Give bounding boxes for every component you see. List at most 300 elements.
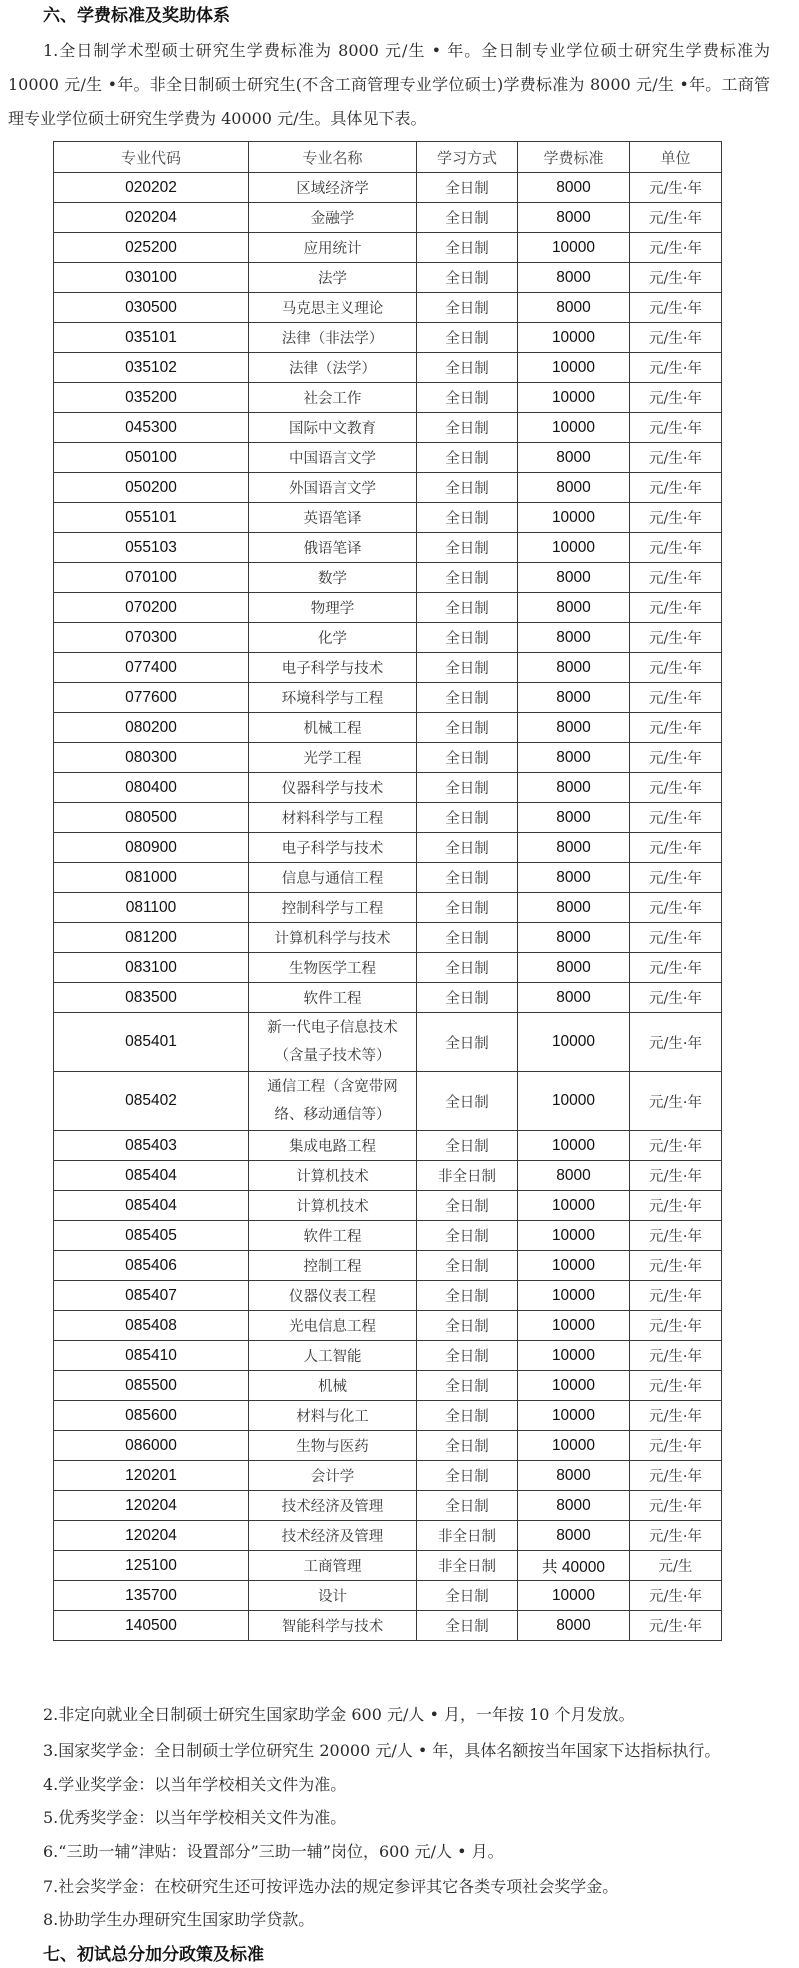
table-row — [54, 1431, 722, 1461]
table-row — [54, 1461, 722, 1491]
table-row — [54, 353, 722, 383]
cell-code: 055103 — [54, 533, 249, 563]
cell-code: 085408 — [54, 1311, 249, 1341]
item-2: 2.非定向就业全日制硕士研究生国家助学金 600 元/人 • 月，一年按 10 个月发放。 — [43, 1705, 635, 1724]
cell-name: 环境科学与工程 — [249, 683, 417, 713]
table-row — [54, 653, 722, 683]
cell-mode: 全日制 — [417, 1341, 518, 1371]
table-row — [54, 533, 722, 563]
table-row — [54, 1371, 722, 1401]
cell-unit: 元/生·年 — [630, 413, 722, 443]
cell-code: 077600 — [54, 683, 249, 713]
cell-name: 光电信息工程 — [249, 1311, 417, 1341]
cell-code: 077400 — [54, 653, 249, 683]
cell-name: 控制工程 — [249, 1251, 417, 1281]
fee-table-body — [54, 173, 722, 1641]
cell-code: 025200 — [54, 233, 249, 263]
cell-unit: 元/生·年 — [630, 473, 722, 503]
cell-code: 080500 — [54, 803, 249, 833]
cell-mode: 全日制 — [417, 1013, 518, 1072]
cell-name: 软件工程 — [249, 1221, 417, 1251]
cell-fee: 10000 — [518, 1341, 630, 1371]
fee-intro-paragraph: 1.全日制学术型硕士研究生学费标准为 8000 元/生 • 年。全日制专业学位硕士研究生学费标准为 10000 元/生 •年。非全日制硕士研究生(不含工商管理专业学位硕士)学费标准为 8000 元/生 •年。工商管理专业学位硕士研究生学费为 40000 元/生。具体见下表。 — [8, 41, 770, 128]
table-row — [54, 383, 722, 413]
cell-fee: 8000 — [518, 1521, 630, 1551]
cell-mode: 全日制 — [417, 803, 518, 833]
cell-fee: 8000 — [518, 203, 630, 233]
cell-name: 生物与医药 — [249, 1431, 417, 1461]
cell-unit: 元/生·年 — [630, 1461, 722, 1491]
cell-mode: 全日制 — [417, 1371, 518, 1401]
cell-mode: 全日制 — [417, 1491, 518, 1521]
cell-name: 电子科学与技术 — [249, 653, 417, 683]
fee-table — [53, 141, 722, 1641]
cell-unit: 元/生·年 — [630, 533, 722, 563]
cell-code: 085406 — [54, 1251, 249, 1281]
cell-mode: 全日制 — [417, 173, 518, 203]
cell-fee: 10000 — [518, 1581, 630, 1611]
cell-mode: 全日制 — [417, 443, 518, 473]
cell-name: 集成电路工程 — [249, 1131, 417, 1161]
cell-mode: 全日制 — [417, 833, 518, 863]
table-row — [54, 1251, 722, 1281]
table-row — [54, 1401, 722, 1431]
cell-code: 083100 — [54, 953, 249, 983]
cell-mode: 全日制 — [417, 383, 518, 413]
cell-name: 仪器仪表工程 — [249, 1281, 417, 1311]
cell-unit: 元/生·年 — [630, 983, 722, 1013]
cell-unit: 元/生·年 — [630, 833, 722, 863]
table-row — [54, 1581, 722, 1611]
cell-fee: 10000 — [518, 1371, 630, 1401]
cell-mode: 全日制 — [417, 1281, 518, 1311]
cell-unit: 元/生·年 — [630, 1281, 722, 1311]
cell-code: 045300 — [54, 413, 249, 443]
cell-name: 技术经济及管理 — [249, 1491, 417, 1521]
cell-name: 机械工程 — [249, 713, 417, 743]
table-row — [54, 743, 722, 773]
cell-mode: 非全日制 — [417, 1551, 518, 1581]
cell-fee: 8000 — [518, 1461, 630, 1491]
table-row — [54, 1281, 722, 1311]
cell-mode: 全日制 — [417, 1311, 518, 1341]
cell-unit: 元/生 — [630, 1551, 722, 1581]
table-row — [54, 263, 722, 293]
cell-mode: 全日制 — [417, 473, 518, 503]
cell-unit: 元/生·年 — [630, 383, 722, 413]
cell-fee: 10000 — [518, 233, 630, 263]
table-row — [54, 773, 722, 803]
cell-code: 081100 — [54, 893, 249, 923]
item-3: 3.国家奖学金：全日制硕士学位研究生 20000 元/人 • 年，具体名额按当年国家下达指标执行。 — [43, 1741, 721, 1760]
cell-code: 140500 — [54, 1611, 249, 1641]
table-row — [54, 1611, 722, 1641]
table-row — [54, 923, 722, 953]
cell-code: 050200 — [54, 473, 249, 503]
table-row — [54, 1551, 722, 1581]
cell-unit: 元/生·年 — [630, 323, 722, 353]
cell-name: 中国语言文学 — [249, 443, 417, 473]
cell-mode: 全日制 — [417, 953, 518, 983]
cell-code: 085403 — [54, 1131, 249, 1161]
table-row — [54, 1131, 722, 1161]
cell-mode: 全日制 — [417, 863, 518, 893]
cell-fee: 8000 — [518, 923, 630, 953]
cell-fee: 8000 — [518, 863, 630, 893]
cell-unit: 元/生·年 — [630, 1341, 722, 1371]
table-row — [54, 233, 722, 263]
cell-code: 050100 — [54, 443, 249, 473]
cell-name: 会计学 — [249, 1461, 417, 1491]
cell-code: 070100 — [54, 563, 249, 593]
section-6-title: 六、学费标准及奖助体系 — [43, 6, 230, 26]
item-4: 4.学业奖学金：以当年学校相关文件为准。 — [43, 1775, 347, 1794]
cell-mode: 全日制 — [417, 1401, 518, 1431]
cell-code: 081200 — [54, 923, 249, 953]
cell-fee: 8000 — [518, 293, 630, 323]
table-row — [54, 503, 722, 533]
table-row — [54, 953, 722, 983]
cell-mode: 全日制 — [417, 1461, 518, 1491]
item-6: 6.“三助一辅”津贴：设置部分”三助一辅”岗位，600 元/人 • 月。 — [43, 1842, 504, 1861]
cell-mode: 全日制 — [417, 1072, 518, 1131]
cell-fee: 10000 — [518, 1221, 630, 1251]
cell-mode: 全日制 — [417, 353, 518, 383]
cell-code: 030500 — [54, 293, 249, 323]
header-fee: 学费标准 — [518, 142, 630, 173]
cell-code: 085402 — [54, 1072, 249, 1131]
cell-fee: 8000 — [518, 263, 630, 293]
cell-mode: 全日制 — [417, 413, 518, 443]
cell-unit: 元/生·年 — [630, 743, 722, 773]
section-7-title: 七、初试总分加分政策及标准 — [43, 1945, 264, 1965]
cell-fee: 8000 — [518, 803, 630, 833]
cell-name: 英语笔译 — [249, 503, 417, 533]
cell-name: 材料科学与工程 — [249, 803, 417, 833]
cell-fee: 8000 — [518, 1491, 630, 1521]
cell-unit: 元/生·年 — [630, 173, 722, 203]
table-row — [54, 563, 722, 593]
cell-name: 材料与化工 — [249, 1401, 417, 1431]
cell-mode: 全日制 — [417, 1191, 518, 1221]
cell-name: 金融学 — [249, 203, 417, 233]
table-row — [54, 593, 722, 623]
cell-fee: 10000 — [518, 1251, 630, 1281]
cell-fee: 8000 — [518, 593, 630, 623]
header-name: 专业名称 — [249, 142, 417, 173]
cell-name: 俄语笔译 — [249, 533, 417, 563]
table-row — [54, 1521, 722, 1551]
cell-mode: 全日制 — [417, 623, 518, 653]
cell-name: 机械 — [249, 1371, 417, 1401]
table-row — [54, 173, 722, 203]
cell-fee: 8000 — [518, 623, 630, 653]
cell-name: 技术经济及管理 — [249, 1521, 417, 1551]
cell-name: 人工智能 — [249, 1341, 417, 1371]
cell-unit: 元/生·年 — [630, 293, 722, 323]
cell-unit: 元/生·年 — [630, 713, 722, 743]
cell-unit: 元/生·年 — [630, 1431, 722, 1461]
cell-unit: 元/生·年 — [630, 1161, 722, 1191]
table-row — [54, 983, 722, 1013]
cell-name: 数学 — [249, 563, 417, 593]
cell-unit: 元/生·年 — [630, 233, 722, 263]
cell-code: 035101 — [54, 323, 249, 353]
cell-code: 085500 — [54, 1371, 249, 1401]
cell-fee: 10000 — [518, 1131, 630, 1161]
table-row — [54, 833, 722, 863]
cell-fee: 8000 — [518, 443, 630, 473]
cell-unit: 元/生·年 — [630, 593, 722, 623]
cell-fee: 10000 — [518, 1281, 630, 1311]
cell-mode: 全日制 — [417, 713, 518, 743]
cell-unit: 元/生·年 — [630, 863, 722, 893]
cell-unit: 元/生·年 — [630, 1072, 722, 1131]
cell-fee: 8000 — [518, 953, 630, 983]
cell-name: 国际中文教育 — [249, 413, 417, 443]
cell-fee: 10000 — [518, 1191, 630, 1221]
table-row — [54, 713, 722, 743]
table-row — [54, 293, 722, 323]
cell-code: 125100 — [54, 1551, 249, 1581]
cell-name: 仪器科学与技术 — [249, 773, 417, 803]
cell-unit: 元/生·年 — [630, 1611, 722, 1641]
cell-name: 法律（非法学） — [249, 323, 417, 353]
cell-name: 区域经济学 — [249, 173, 417, 203]
cell-unit: 元/生·年 — [630, 1251, 722, 1281]
cell-fee: 8000 — [518, 713, 630, 743]
cell-name: 外国语言文学 — [249, 473, 417, 503]
cell-fee: 8000 — [518, 683, 630, 713]
cell-unit: 元/生·年 — [630, 1401, 722, 1431]
cell-unit: 元/生·年 — [630, 653, 722, 683]
cell-mode: 全日制 — [417, 203, 518, 233]
cell-unit: 元/生·年 — [630, 893, 722, 923]
cell-code: 035200 — [54, 383, 249, 413]
cell-fee: 8000 — [518, 773, 630, 803]
table-row — [54, 413, 722, 443]
cell-fee: 10000 — [518, 1311, 630, 1341]
item-7: 7.社会奖学金：在校研究生还可按评选办法的规定参评其它各类专项社会奖学金。 — [43, 1877, 619, 1896]
table-row — [54, 323, 722, 353]
table-row — [54, 1072, 722, 1131]
cell-unit: 元/生·年 — [630, 1491, 722, 1521]
item-8: 8.协助学生办理研究生国家助学贷款。 — [43, 1910, 315, 1929]
cell-name: 工商管理 — [249, 1551, 417, 1581]
cell-code: 085407 — [54, 1281, 249, 1311]
cell-mode: 全日制 — [417, 233, 518, 263]
table-row — [54, 1221, 722, 1251]
cell-name: 社会工作 — [249, 383, 417, 413]
cell-code: 085405 — [54, 1221, 249, 1251]
cell-mode: 全日制 — [417, 893, 518, 923]
cell-fee: 8000 — [518, 173, 630, 203]
cell-code: 083500 — [54, 983, 249, 1013]
cell-code: 120201 — [54, 1461, 249, 1491]
cell-mode: 非全日制 — [417, 1521, 518, 1551]
cell-name: 设计 — [249, 1581, 417, 1611]
cell-unit: 元/生·年 — [630, 953, 722, 983]
cell-name: 智能科学与技术 — [249, 1611, 417, 1641]
cell-code: 086000 — [54, 1431, 249, 1461]
cell-name: 通信工程（含宽带网络、移动通信等） — [249, 1072, 417, 1131]
cell-fee: 10000 — [518, 1431, 630, 1461]
cell-unit: 元/生·年 — [630, 263, 722, 293]
cell-unit: 元/生·年 — [630, 773, 722, 803]
cell-name: 法律（法学） — [249, 353, 417, 383]
cell-unit: 元/生·年 — [630, 683, 722, 713]
cell-unit: 元/生·年 — [630, 353, 722, 383]
cell-mode: 全日制 — [417, 293, 518, 323]
cell-unit: 元/生·年 — [630, 1221, 722, 1251]
cell-fee: 10000 — [518, 323, 630, 353]
table-row — [54, 623, 722, 653]
cell-code: 120204 — [54, 1521, 249, 1551]
cell-mode: 全日制 — [417, 683, 518, 713]
cell-unit: 元/生·年 — [630, 1311, 722, 1341]
cell-name: 计算机技术 — [249, 1161, 417, 1191]
cell-mode: 非全日制 — [417, 1161, 518, 1191]
cell-mode: 全日制 — [417, 773, 518, 803]
cell-code: 080200 — [54, 713, 249, 743]
cell-mode: 全日制 — [417, 323, 518, 353]
cell-mode: 全日制 — [417, 1131, 518, 1161]
cell-fee: 共 40000 — [518, 1551, 630, 1581]
cell-name: 马克思主义理论 — [249, 293, 417, 323]
cell-code: 055101 — [54, 503, 249, 533]
cell-code: 080400 — [54, 773, 249, 803]
cell-name: 信息与通信工程 — [249, 863, 417, 893]
cell-unit: 元/生·年 — [630, 203, 722, 233]
cell-name: 控制科学与工程 — [249, 893, 417, 923]
cell-unit: 元/生·年 — [630, 1371, 722, 1401]
cell-fee: 8000 — [518, 983, 630, 1013]
cell-unit: 元/生·年 — [630, 923, 722, 953]
cell-code: 085404 — [54, 1161, 249, 1191]
table-row — [54, 863, 722, 893]
cell-code: 085401 — [54, 1013, 249, 1072]
cell-fee: 8000 — [518, 893, 630, 923]
cell-fee: 10000 — [518, 503, 630, 533]
cell-code: 030100 — [54, 263, 249, 293]
cell-mode: 全日制 — [417, 1431, 518, 1461]
cell-name: 化学 — [249, 623, 417, 653]
cell-code: 135700 — [54, 1581, 249, 1611]
cell-fee: 10000 — [518, 413, 630, 443]
cell-unit: 元/生·年 — [630, 1013, 722, 1072]
cell-mode: 全日制 — [417, 503, 518, 533]
table-row — [54, 1311, 722, 1341]
cell-code: 020202 — [54, 173, 249, 203]
table-row — [54, 1341, 722, 1371]
cell-code: 085404 — [54, 1191, 249, 1221]
cell-mode: 全日制 — [417, 1581, 518, 1611]
cell-code: 085600 — [54, 1401, 249, 1431]
cell-unit: 元/生·年 — [630, 803, 722, 833]
cell-fee: 10000 — [518, 1072, 630, 1131]
cell-fee: 8000 — [518, 743, 630, 773]
cell-code: 070200 — [54, 593, 249, 623]
cell-code: 085410 — [54, 1341, 249, 1371]
cell-fee: 8000 — [518, 1611, 630, 1641]
cell-mode: 全日制 — [417, 1221, 518, 1251]
cell-unit: 元/生·年 — [630, 443, 722, 473]
cell-mode: 全日制 — [417, 263, 518, 293]
cell-name: 计算机科学与技术 — [249, 923, 417, 953]
cell-code: 081000 — [54, 863, 249, 893]
cell-name: 应用统计 — [249, 233, 417, 263]
cell-mode: 全日制 — [417, 923, 518, 953]
cell-fee: 8000 — [518, 833, 630, 863]
header-unit: 单位 — [630, 142, 722, 173]
cell-fee: 10000 — [518, 1013, 630, 1072]
cell-fee: 8000 — [518, 1161, 630, 1191]
cell-fee: 8000 — [518, 653, 630, 683]
cell-name: 计算机技术 — [249, 1191, 417, 1221]
table-row — [54, 1191, 722, 1221]
cell-unit: 元/生·年 — [630, 1191, 722, 1221]
table-row — [54, 803, 722, 833]
cell-fee: 10000 — [518, 533, 630, 563]
cell-code: 035102 — [54, 353, 249, 383]
table-row — [54, 1491, 722, 1521]
table-row — [54, 893, 722, 923]
cell-unit: 元/生·年 — [630, 503, 722, 533]
cell-fee: 8000 — [518, 473, 630, 503]
cell-fee: 10000 — [518, 383, 630, 413]
cell-mode: 全日制 — [417, 563, 518, 593]
cell-fee: 8000 — [518, 563, 630, 593]
cell-mode: 全日制 — [417, 983, 518, 1013]
cell-name: 物理学 — [249, 593, 417, 623]
cell-name: 电子科学与技术 — [249, 833, 417, 863]
cell-mode: 全日制 — [417, 1611, 518, 1641]
header-code: 专业代码 — [54, 142, 249, 173]
table-row — [54, 683, 722, 713]
cell-fee: 10000 — [518, 1401, 630, 1431]
cell-code: 020204 — [54, 203, 249, 233]
cell-mode: 全日制 — [417, 1251, 518, 1281]
cell-name: 软件工程 — [249, 983, 417, 1013]
cell-code: 080900 — [54, 833, 249, 863]
cell-code: 080300 — [54, 743, 249, 773]
table-row — [54, 203, 722, 233]
table-row — [54, 443, 722, 473]
cell-mode: 全日制 — [417, 653, 518, 683]
cell-unit: 元/生·年 — [630, 563, 722, 593]
cell-name: 新一代电子信息技术（含量子技术等） — [249, 1013, 417, 1072]
cell-mode: 全日制 — [417, 743, 518, 773]
cell-unit: 元/生·年 — [630, 1581, 722, 1611]
cell-code: 120204 — [54, 1491, 249, 1521]
cell-name: 光学工程 — [249, 743, 417, 773]
table-row — [54, 1161, 722, 1191]
cell-code: 070300 — [54, 623, 249, 653]
cell-unit: 元/生·年 — [630, 1521, 722, 1551]
fee-table-header-row — [54, 142, 722, 173]
item-5: 5.优秀奖学金：以当年学校相关文件为准。 — [43, 1808, 347, 1827]
cell-mode: 全日制 — [417, 533, 518, 563]
header-mode: 学习方式 — [417, 142, 518, 173]
cell-name: 法学 — [249, 263, 417, 293]
cell-name: 生物医学工程 — [249, 953, 417, 983]
cell-mode: 全日制 — [417, 593, 518, 623]
table-row — [54, 473, 722, 503]
cell-unit: 元/生·年 — [630, 623, 722, 653]
cell-fee: 10000 — [518, 353, 630, 383]
cell-unit: 元/生·年 — [630, 1131, 722, 1161]
table-row — [54, 1013, 722, 1072]
